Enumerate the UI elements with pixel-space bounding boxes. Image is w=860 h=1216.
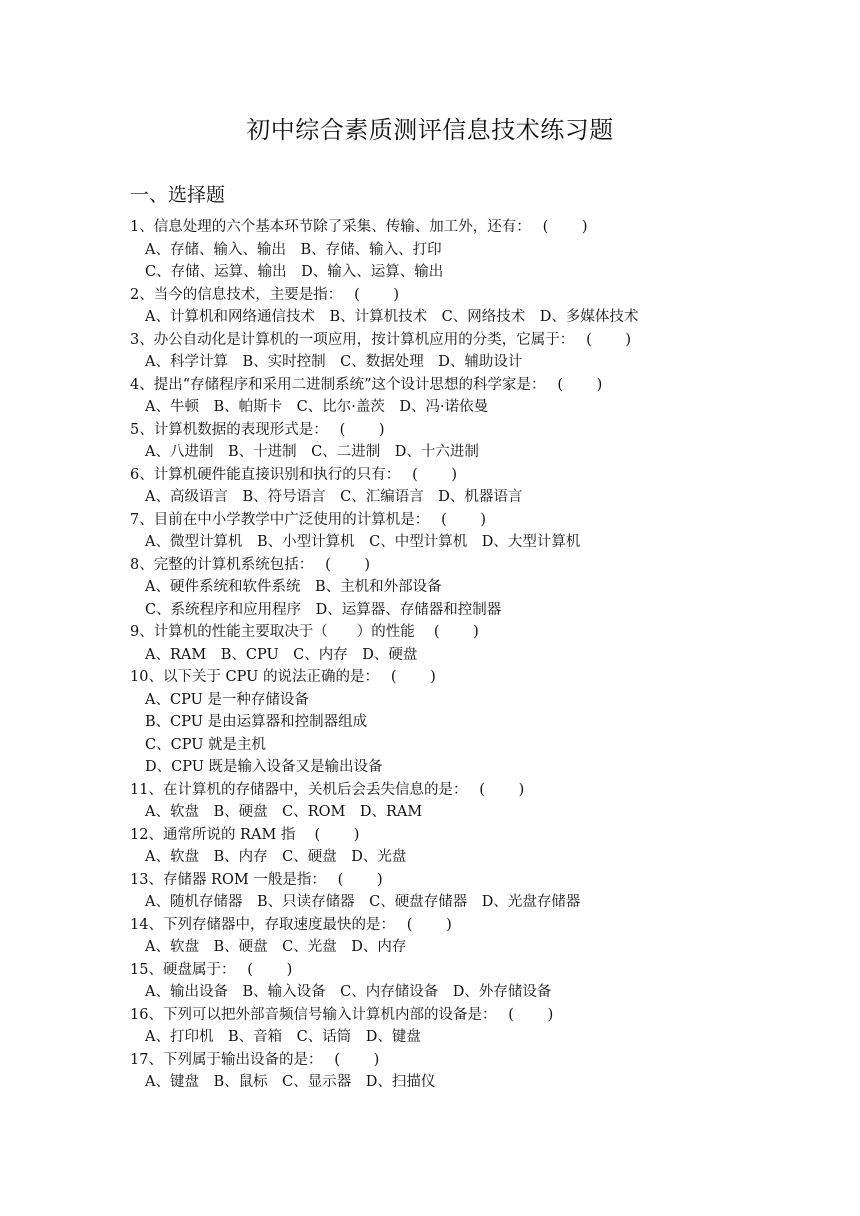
question-line: 13、存储器 ROM 一般是指： ( ) xyxy=(130,871,383,888)
question-line: 2、当今的信息技术，主要是指： ( ) xyxy=(130,286,400,303)
option-line: A、高级语言 B、符号语言 C、汇编语言 D、机器语言 xyxy=(145,489,523,505)
option-line: A、计算机和网络通信技术 B、计算机技术 C、网络技术 D、多媒体技术 xyxy=(145,309,639,325)
option-line: A、RAM B、CPU C、内存 D、硬盘 xyxy=(145,646,418,663)
option-line: A、键盘 B、鼠标 C、显示器 D、扫描仪 xyxy=(145,1074,436,1090)
option-line: A、软盘 B、硬盘 C、ROM D、RAM xyxy=(145,804,423,820)
option-line: A、CPU 是一种存储设备 xyxy=(145,691,309,708)
question-line: 1、信息处理的六个基本环节除了采集、传输、加工外，还有： ( ) xyxy=(130,219,588,235)
question-line: 10、以下关于 CPU 的说法正确的是： ( ) xyxy=(130,669,436,685)
question-line: 17、下列属于输出设备的是： ( ) xyxy=(130,1051,380,1068)
option-line: B、CPU 是由运算器和控制器组成 xyxy=(145,714,368,730)
question-line: 3、办公自动化是计算机的一项应用，按计算机应用的分类，它属于： ( ) xyxy=(130,331,632,348)
option-line: A、牛顿 B、帕斯卡 C、比尔·盖茨 D、冯·诺依曼 xyxy=(145,399,489,415)
option-line: A、软盘 B、硬盘 C、光盘 D、内存 xyxy=(145,939,407,955)
question-line: 6、计算机硬件能直接识别和执行的只有： ( ) xyxy=(130,466,458,483)
option-line: A、微型计算机 B、小型计算机 C、中型计算机 D、大型计算机 xyxy=(145,534,581,550)
option-line: A、软盘 B、内存 C、硬盘 D、光盘 xyxy=(145,849,407,865)
section-heading: 一、选择题 xyxy=(130,184,226,206)
question-line: 4、提出“存储程序和采用二进制系统”这个设计思想的科学家是： ( ) xyxy=(130,376,603,393)
option-line: A、八进制 B、十进制 C、二进制 D、十六进制 xyxy=(145,444,479,460)
option-line: A、输出设备 B、输入设备 C、内存储设备 D、外存储设备 xyxy=(145,984,552,1000)
page-title: 初中综合素质测评信息技术练习题 xyxy=(246,116,614,144)
question-list xyxy=(130,216,790,1094)
question-line: 16、下列可以把外部音频信号输入计算机内部的设备是： ( ) xyxy=(130,1006,554,1023)
option-line: A、打印机 B、音箱 C、话筒 D、键盘 xyxy=(145,1029,421,1045)
question-line: 15、硬盘属于： ( ) xyxy=(130,961,293,978)
question-line: 9、计算机的性能主要取决于（ ）的性能 ( ) xyxy=(130,624,479,640)
option-line: C、系统程序和应用程序 D、运算器、存储器和控制器 xyxy=(145,601,502,618)
option-line: A、存储、输入、输出 B、存储、输入、打印 xyxy=(145,241,442,258)
option-line: C、CPU 就是主机 xyxy=(145,736,267,753)
question-line: 14、下列存储器中，存取速度最快的是： ( ) xyxy=(130,916,452,933)
question-line: 7、目前在中小学教学中广泛使用的计算机是： ( ) xyxy=(130,511,487,528)
option-line: A、硬件系统和软件系统 B、主机和外部设备 xyxy=(145,579,442,595)
option-line: A、科学计算 B、实时控制 C、数据处理 D、辅助设计 xyxy=(145,354,523,370)
question-line: 8、完整的计算机系统包括： ( ) xyxy=(130,556,371,573)
option-line: D、CPU 既是输入设备又是输出设备 xyxy=(145,759,383,775)
question-line: 11、在计算机的存储器中，关机后会丢失信息的是： ( ) xyxy=(130,781,525,798)
question-line: 12、通常所说的 RAM 指 ( ) xyxy=(130,826,360,843)
option-line: A、随机存储器 B、只读存储器 C、硬盘存储器 D、光盘存储器 xyxy=(145,894,581,910)
option-line: C、存储、运算、输出 D、输入、运算、输出 xyxy=(145,264,444,280)
question-line: 5、计算机数据的表现形式是： ( ) xyxy=(130,421,385,438)
